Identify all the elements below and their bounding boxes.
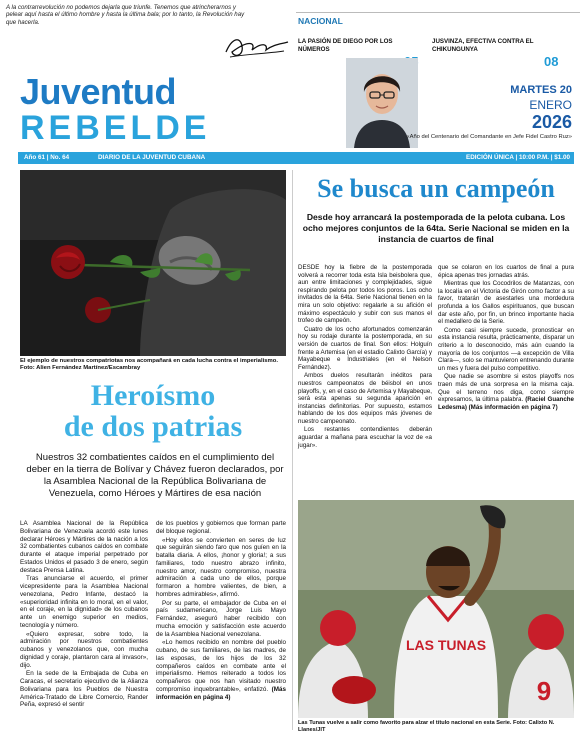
story-2-paragraph: Ambos duelos resultarán inéditos para nuestros campeonatos de béisbol en unos playoffs, y, en el caso de Artemisa y Mayabeque, será esta apenas su segunda aparición en instancias definitorias. Por supuesto, estamos hablando de los dos equipos más jóvenes de nuestro campeonato. xyxy=(298,372,432,425)
date-year: 2026 xyxy=(531,112,572,132)
paper-tagline: DIARIO DE LA JUVENTUD CUBANA xyxy=(98,154,206,161)
story-2-column-2 xyxy=(438,264,574,412)
teaser-item-2-title[interactable]: JUSVINZA, EFECTIVA CONTRA EL CHIKUNGUNYA xyxy=(432,38,534,53)
edition-price: EDICIÓN ÚNICA | 10:00 P.M. | $1.00 xyxy=(466,154,570,161)
story-1-headline[interactable] xyxy=(20,380,286,442)
story-2-paragraph-text: Que nadie se asombre si estos playoffs nos traen más de una sorpresa en la misma caja. Que el terreno nos diga, como siempre expresamos, la última palabra. xyxy=(438,373,574,404)
story-1-paragraph: LA Asamblea Nacional de la República Bolivariana de Venezuela acordó este lunes declarar Héroes y Mártires de la nación a los 32 combatientes cubanos caídos en combate durante el ataque imperial perpetrado por Estados Unidos el pasado 3 de enero, según destaca Prensa Latina. xyxy=(20,520,148,574)
signature-image xyxy=(222,30,292,64)
baseball-players-photo[interactable] xyxy=(298,500,574,718)
story-1-paragraph: Por su parte, el embajador de Cuba en el país sudamericano, Jorge Luis Mayo Fernández, aseguró haber recibido con mucha emoción y satisfacción este acuerdo de la Asamblea Nacional venezolana. xyxy=(156,599,286,638)
jersey-number: 9 xyxy=(536,676,552,706)
column-divider xyxy=(292,170,293,730)
issue-number: Año 61 | No. 64 xyxy=(24,154,70,161)
story-2-paragraph: que se colaron en los cuartos de final a pura épica apenas tres jornadas atrás. xyxy=(438,264,574,279)
story-1-paragraph-text: «Lo hemos recibido en nombre del pueblo cubano, de sus familiares, de las madres, de las esposas, de los hijos de los 32 compañeros caídos en combate ante el imperialismo. Hemos reiterado a todos los compañeros que nos han visitado nuestro compromiso inquebrantable», enfatizó. xyxy=(156,639,286,693)
story-2-column-1 xyxy=(298,264,432,450)
story-1-more-link[interactable]: (Más información en página 4) xyxy=(156,685,287,701)
teaser-item-1-title[interactable]: LA PASIÓN DE DIEGO POR LOS NÚMEROS xyxy=(298,38,393,53)
anniversary-motto: «Año del Centenario del Comandante en Jefe Fidel Castro Ruz» xyxy=(406,134,572,140)
story-2-paragraph: Como casi siempre sucede, pronosticar en esta instancia resulta, prácticamente, disparar un criterio a lo desconocido, más aún cuando la mayoría de los conjuntos —a excepción de Villa Clara—, solo se mantuvieron entrenando durante un mes y fuera del pulso competitivo. xyxy=(438,326,574,372)
story-1-column-1 xyxy=(20,520,148,710)
story-1-paragraph: «Quiero expresar, sobre todo, la admiración por nuestros combatientes cubanos y venezolanos que, con mucha dignidad y coraje, plantaron cara al invasor», dijo. xyxy=(20,630,148,669)
story-1-paragraph: de los pueblos y gobiernos que forman parte del bloque regional. xyxy=(156,520,286,535)
teaser-item-2-page: 08 xyxy=(544,54,559,69)
story-1-column-2 xyxy=(156,520,286,702)
story-1-headline-line-1: Heroísmo xyxy=(90,379,216,412)
photo-caption-1: El ejemplo de nuestros compatriotas nos acompañará en cada lucha contra el imperialismo. Foto: Alien Fernández Martínez/Escambray xyxy=(20,358,278,372)
photo-caption-2: Las Tunas vuelve a salir como favorito para alzar el título nacional en esta Serie. Foto: Calixto N. Llanes/JIT xyxy=(298,720,555,733)
teaser-section-label: NACIONAL xyxy=(298,16,343,26)
masthead-quote: A la contrarrevolución no podemos dejarla que triunfe. Tenemos que atrincherarnos y pelear aquí hasta el último hombre y hasta la última bala; por lo tanto, la Revolución hay que hacerla. xyxy=(6,4,245,26)
date-day: MARTES 20 xyxy=(510,84,572,96)
date-month: ENERO xyxy=(529,98,572,112)
rose-hands-photo[interactable] xyxy=(20,170,286,356)
story-1-deck: Nuestros 32 combatientes caídos en el cumplimiento del deber en la tierra de Bolívar y Chávez fueron declarados, por la Asamblea Nacional de la República Bolivariana de Venezuela, como Héroes y Mártires de esa nación xyxy=(26,452,284,499)
logo-rebelde: REBELDE xyxy=(20,109,211,147)
story-1-headline-line-2: de dos patrias xyxy=(63,410,243,443)
story-1-paragraph: En la sede de la Embajada de Cuba en Caracas, el secretario ejecutivo de la Alianza Bolivariana para los Pueblos de Nuestra América-Tratado de Libre Comercio, Rander Peña, expresó el sentir xyxy=(20,670,148,709)
jersey-text: LAS TUNAS xyxy=(405,637,487,653)
story-2-paragraph xyxy=(438,373,574,411)
story-1-paragraph xyxy=(156,639,286,701)
story-1-paragraph: «Hoy ellos se convierten en seres de luz que seguirán siendo faro que nos guíen en la batalla diaria. A ellos, ¡honor y gloria!; a sus familiares, todo nuestro abrazo infinito, nuestro amor, nuestro compromiso, nuestra admiración a cada uno de ellos, porque formaron a hombre valientes, de bien, a hombres admirables», afirmó. xyxy=(156,536,286,598)
story-2-paragraph: Cuatro de los ocho afortunados comenzarán hoy su rodaje durante la postemporada, en su versión de cuartos de final. Son ellos: Holguín frente a Artemisa (en el estadio Calixto García) y Mayabeque e Industriales (en el Nelson Fernández). xyxy=(298,325,432,371)
story-2-deck: Desde hoy arrancará la postemporada de la pelota cubana. Los ocho mejores conjuntos de la 64ta. Serie Nacional se miden en la instancia de cuartos de final xyxy=(302,212,570,245)
story-1-paragraph: Tras anunciarse el acuerdo, el primer vicepresidente para la Asamblea Nacional venezolana, Pedro Infante, destacó la «superioridad infinita en lo moral, en el valor, en el coraje, en la dignidad» de los cubanos ante un enemigo superior en medios, tecnología y número. xyxy=(20,575,148,629)
teaser-top-rule xyxy=(296,12,580,13)
story-2-paragraph: Los restantes contendientes deberán aguardar a mañana para escuchar la voz de «a jugar». xyxy=(298,426,432,449)
logo-juventud: Juventud xyxy=(20,71,177,112)
story-2-paragraph: DESDE hoy la fiebre de la postemporada volverá a recorrer toda esta Isla beisbolera que, aun entre limitaciones y complejidades, sigue respirando pelota por todos los poros. Los ocho invitados de la 64ta. Serie Nacional tienen en la mira un solo objetivo: regalarle a su afición el máximo espectáculo y subir con sus manos el trofeo de campeón. xyxy=(298,264,432,325)
story-2-headline[interactable]: Se busca un campeón xyxy=(317,174,555,203)
story-2-more-link[interactable]: (Raciel Guanche Ledesma) (Más información en página 7) xyxy=(438,396,574,411)
story-2-paragraph: Mientras que los Cocodrilos de Matanzas, con la localía en el Victoria de Girón como factor a su favor, tratarán de asestarles una mordedura profunda a los Gallos espirituanos, que buscan dar este año, por fin, un brinco importante hacia el medallero de la Serie. xyxy=(438,280,574,326)
